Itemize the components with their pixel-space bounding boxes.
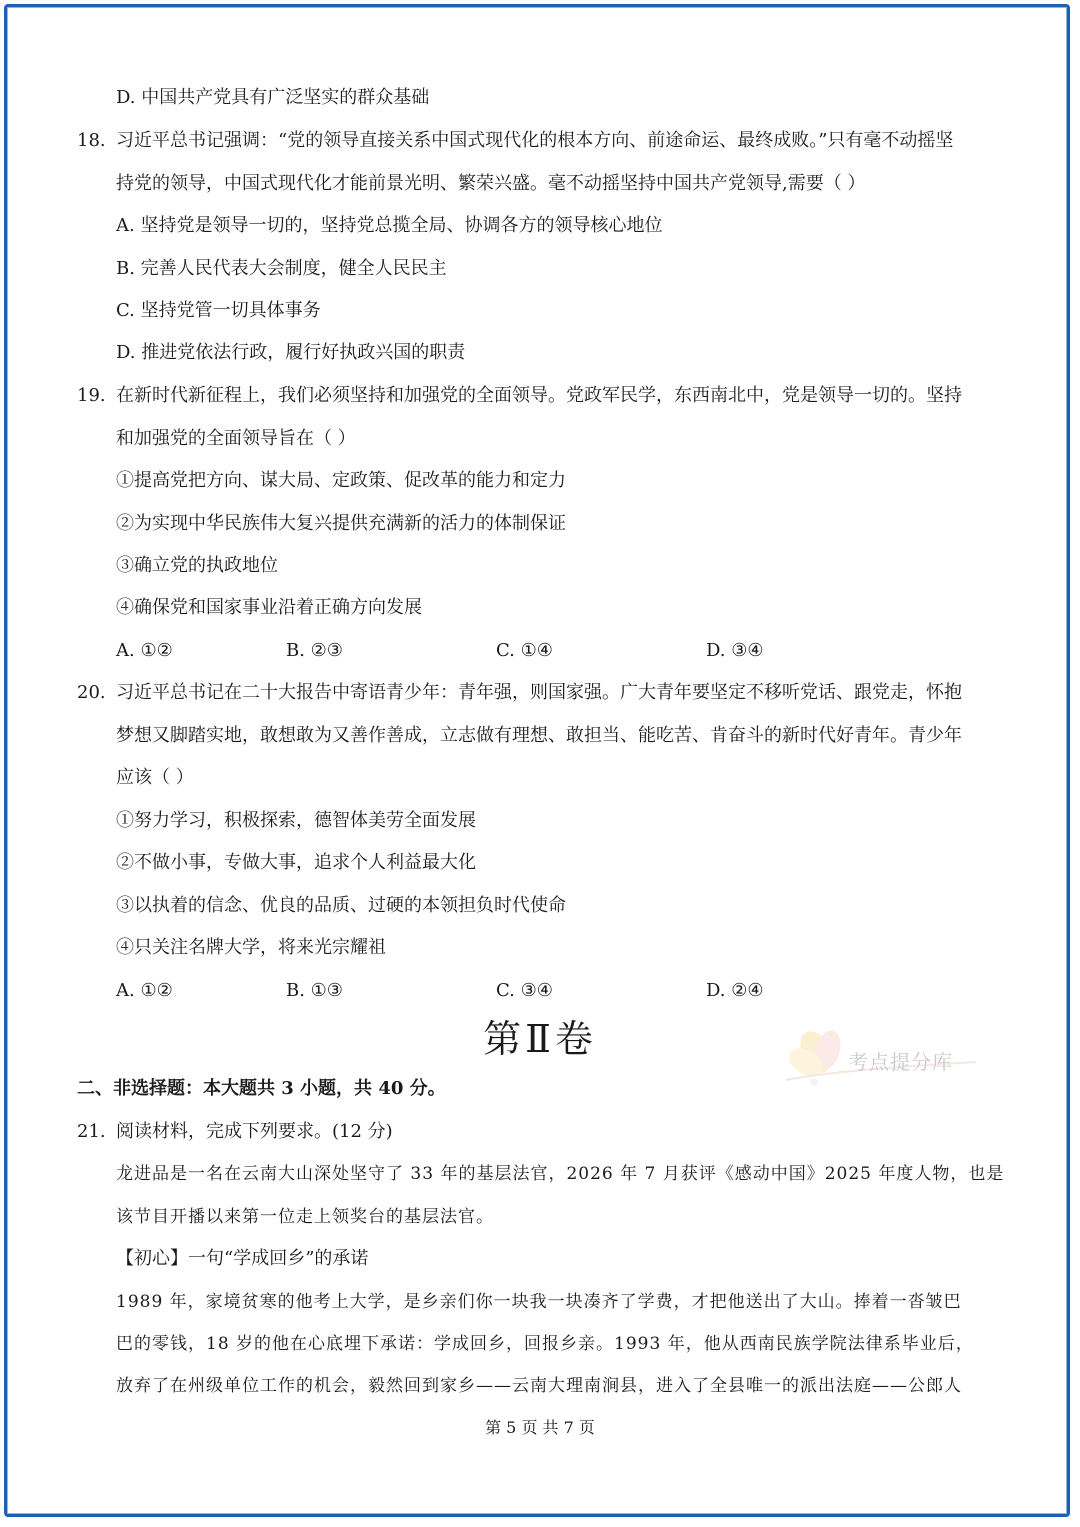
q19-item-4: ④确保党和国家事业沿着正确方向发展 — [116, 597, 422, 618]
q19-option-c: C. ①④ — [496, 640, 553, 661]
q21-material-p2-line3: 放弃了在州级单位工作的机会，毅然回到家乡——云南大理南涧县，进入了全县唯一的派出法庭——公郎人 — [116, 1376, 962, 1396]
q20-stem-line3: 应该（ ） — [116, 767, 194, 788]
q18-stem-line2: 持党的领导，中国式现代化才能前景光明、繁荣兴盛。毫不动摇坚持中国共产党领导,需要（ ） — [116, 173, 866, 194]
q20-option-b: B. ①③ — [286, 980, 343, 1001]
q19-item-2: ②为实现中华民族伟大复兴提供充满新的活力的体制保证 — [116, 513, 566, 534]
q19-item-3: ③确立党的执政地位 — [116, 555, 278, 576]
q18-option-b: B. 完善人民代表大会制度，健全人民民主 — [116, 258, 447, 279]
q19-stem-line2: 和加强党的全面领导旨在（ ） — [116, 428, 356, 449]
q21-instruction: 阅读材料，完成下列要求。(12 分) — [116, 1121, 393, 1142]
q20-stem-line2: 梦想又脚踏实地，敢想敢为又善作善成，立志做有理想、敢担当、能吃苦、肯奋斗的新时代好青年。青少年 — [116, 725, 962, 746]
q20-number: 20. — [77, 682, 106, 703]
q21-material-p2-line1: 1989 年，家境贫寒的他考上大学，是乡亲们你一块我一块凑齐了学费，才把他送出了大山。捧着一沓皱巴 — [116, 1292, 962, 1312]
q19-item-1: ①提高党把方向、谋大局、定政策、促改革的能力和定力 — [116, 470, 566, 491]
q17-option-d: D. 中国共产党具有广泛坚实的群众基础 — [116, 87, 430, 108]
q20-item-3: ③以执着的信念、优良的品质、过硬的本领担负时代使命 — [116, 895, 566, 916]
q20-option-d: D. ②④ — [706, 980, 764, 1001]
q18-option-c: C. 坚持党管一切具体事务 — [116, 300, 321, 321]
q21-subheading: 【初心】一句“学成回乡”的承诺 — [116, 1248, 369, 1269]
q18-option-d: D. 推进党依法行政，履行好执政兴国的职责 — [116, 342, 466, 363]
q18-stem-line1: 习近平总书记强调：“党的领导直接关系中国式现代化的根本方向、前途命运、最终成败。”只有毫不动摇坚 — [116, 130, 954, 151]
q21-material-p2-line2: 巴的零钱，18 岁的他在心底埋下承诺：学成回乡，回报乡亲。1993 年，他从西南民族学院法律系毕业后， — [116, 1334, 974, 1354]
section-title: 第Ⅱ卷 — [483, 1017, 597, 1061]
watermark-text: 考点提分库 — [848, 1050, 953, 1074]
q18-option-a: A. 坚持党是领导一切的，坚持党总揽全局、协调各方的领导核心地位 — [116, 215, 663, 236]
q20-item-1: ①努力学习，积极探索，德智体美劳全面发展 — [116, 810, 476, 831]
q20-item-2: ②不做小事，专做大事，追求个人利益最大化 — [116, 852, 476, 873]
q19-option-a: A. ①② — [116, 640, 173, 661]
q19-number: 19. — [77, 385, 106, 406]
q20-stem-line1: 习近平总书记在二十大报告中寄语青少年：青年强，则国家强。广大青年要坚定不移听党话、跟党走，怀抱 — [116, 682, 962, 703]
q20-option-a: A. ①② — [116, 980, 173, 1001]
q19-option-b: B. ②③ — [286, 640, 343, 661]
q21-number: 21. — [77, 1121, 106, 1142]
q21-material-p1-line1: 龙进品是一名在云南大山深处坚守了 33 年的基层法官，2026 年 7 月获评《感动中国》2025 年度人物，也是 — [116, 1164, 1005, 1184]
section-heading: 二、非选择题：本大题共 3 小题，共 40 分。 — [77, 1078, 446, 1099]
q21-material-p1-line2: 该节目开播以来第一位走上领奖台的基层法官。 — [116, 1207, 494, 1227]
q20-item-4: ④只关注名牌大学，将来光宗耀祖 — [116, 937, 386, 958]
page-footer: 第 5 页 共 7 页 — [485, 1418, 595, 1437]
q20-option-c: C. ③④ — [496, 980, 553, 1001]
q19-option-d: D. ③④ — [706, 640, 764, 661]
q18-number: 18. — [77, 130, 106, 151]
q19-stem-line1: 在新时代新征程上，我们必须坚持和加强党的全面领导。党政军民学，东西南北中，党是领导一切的。坚持 — [116, 385, 962, 406]
